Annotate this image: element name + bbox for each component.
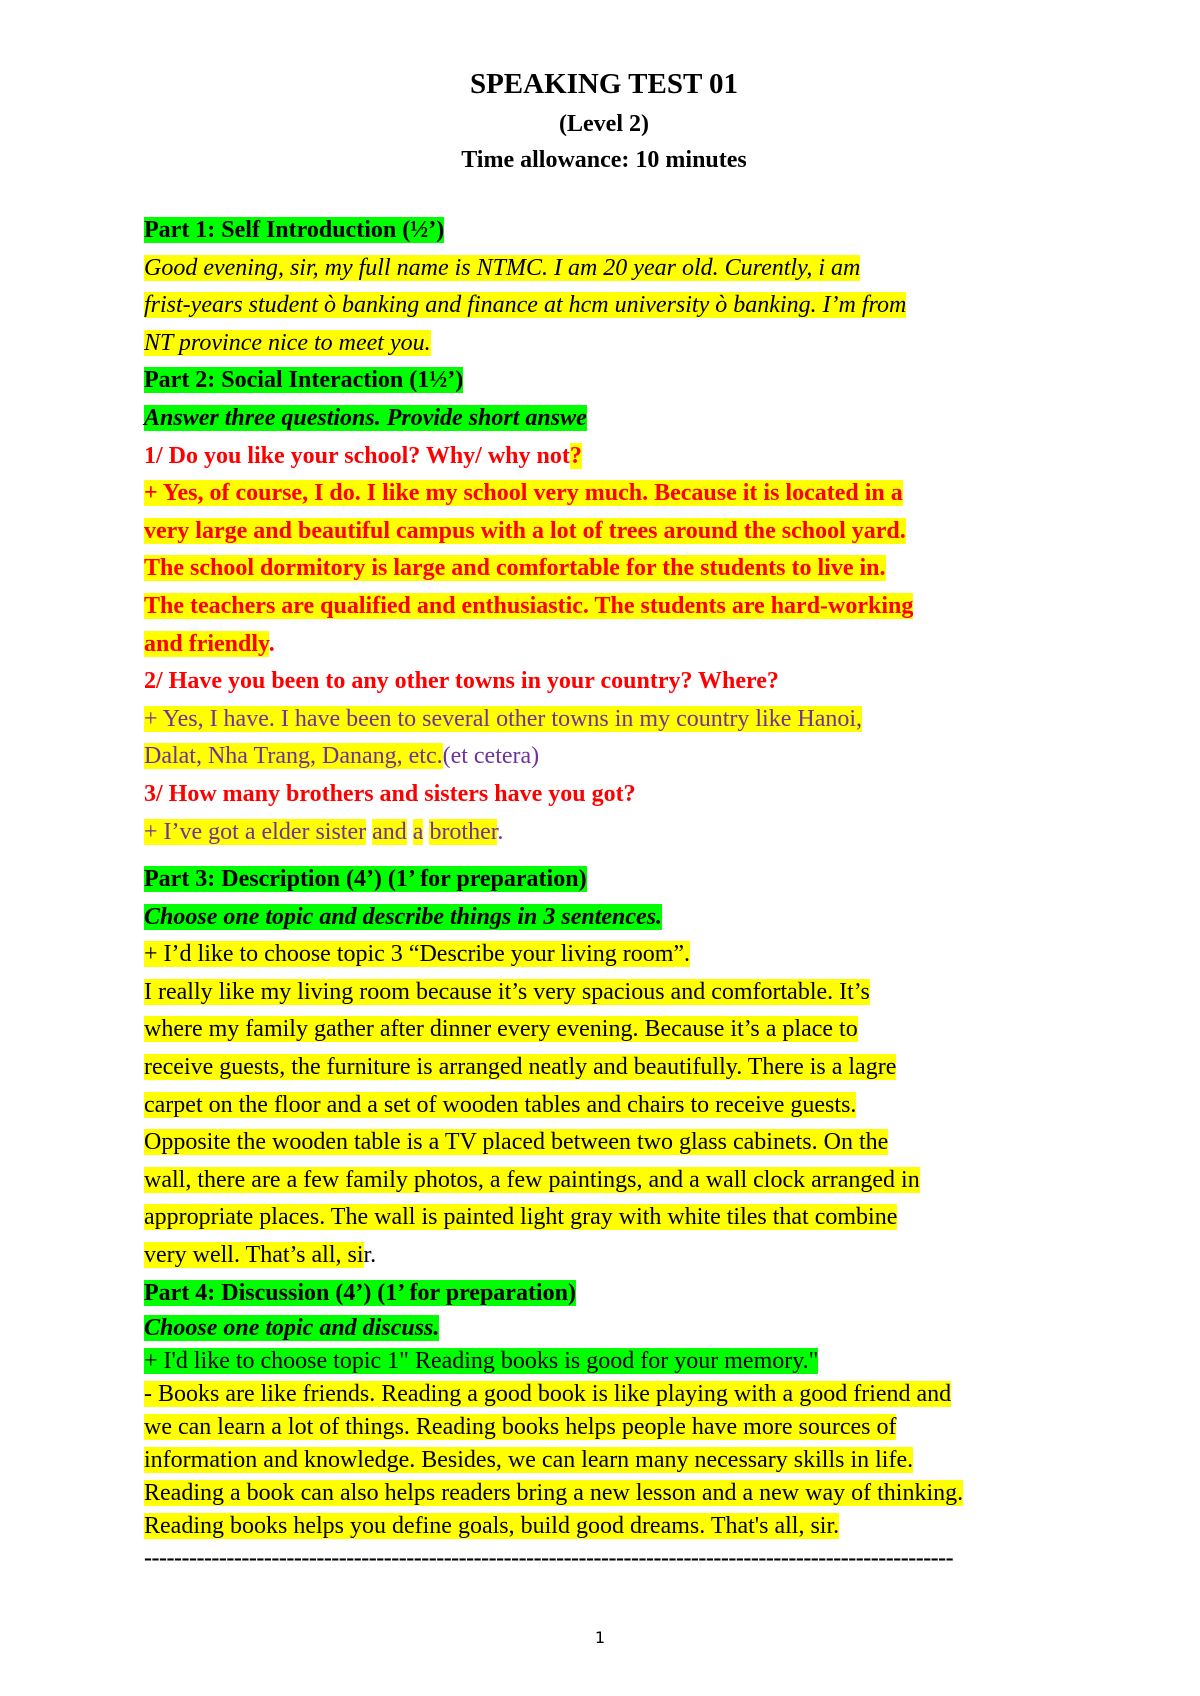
part1-line [144,287,1064,325]
answer-1-text: The teachers are qualified and enthusiastic. The students are hard-working [144,592,914,619]
part4-text: - Books are like friends. Reading a good book is like playing with a good friend and [144,1381,952,1408]
part3-choice-line [144,936,1064,974]
part1-heading-line [144,212,1064,250]
answer-1-period: . [268,630,275,657]
answer-1-line [144,475,1064,513]
part3-instruction-line [144,899,1064,937]
part3-text-end: r. [363,1242,377,1269]
part3-line [144,1087,1064,1125]
part3-text: I really like my living room because it’s very spacious and comfortable. It’s [144,978,870,1005]
part2-heading-line [144,362,1064,400]
answer-2-line [144,701,1064,739]
question-2 [144,663,1064,701]
answer-1-line [144,513,1064,551]
part3-text: where my family gather after dinner every evening. Because it’s a place to [144,1016,858,1043]
part3-line [144,1011,1064,1049]
part4-heading: Part 4: Discussion (4’) (1’ for preparation) [144,1279,576,1306]
part4-line [144,1444,1064,1477]
part4-text: Reading books helps you define goals, build good dreams. That's all, sir. [144,1513,840,1540]
question-1-mark: ? [569,442,582,469]
part2-instruction: Answer three questions. Provide short answe [144,404,587,431]
part1-text: NT province nice to meet you. [144,329,431,356]
part4-text: Reading a book can also helps readers bring a new lesson and a new way of thinking. [144,1480,964,1507]
answer-3-period: . [497,818,504,845]
spacer [144,851,1064,861]
part3-heading-line [144,861,1064,899]
answer-1-text: The school dormitory is large and comfortable for the students to live in. [144,555,886,582]
part4-line [144,1378,1064,1411]
part3-line [144,1049,1064,1087]
divider: ------------------------------------------------------------------------------------------------------------ [144,1545,954,1572]
answer-1-text: and friendly [144,630,269,657]
question-1 [144,438,1064,476]
document-body [144,62,1064,1573]
part4-text: information and knowledge. Besides, we can learn many necessary skills in life. [144,1447,914,1474]
question-1-text: 1/ Do you like your school? Why/ why not [144,442,570,469]
answer-3-line [144,814,1064,852]
answer-1-line [144,626,1064,664]
part3-line [144,1199,1064,1237]
question-3 [144,776,1064,814]
part3-line [144,1237,1064,1275]
part2-heading: Part 2: Social Interaction (1½’) [144,367,464,394]
part4-line [144,1477,1064,1510]
page-number: 1 [594,1628,606,1647]
part3-text: receive guests, the furniture is arranged neatly and beautifully. There is a lagre [144,1054,897,1081]
part1-text: Good evening, sir, my full name is NTMC. I am 20 year old. Curently, i am [144,254,861,281]
part3-heading: Part 3: Description (4’) (1’ for preparation) [144,866,587,893]
part4-choice-line [144,1345,1064,1378]
part3-choice: + I’d like to choose topic 3 “Describe your living room”. [144,941,691,968]
time-allowance: Time allowance: 10 minutes [461,147,747,173]
answer-2-note: (et cetera) [442,743,540,770]
part3-line [144,1162,1064,1200]
part4-line [144,1411,1064,1444]
answer-2-text: + Yes, I have. I have been to several other towns in my country like Hanoi, [144,705,863,732]
answer-3-brother: brother [429,818,498,845]
part1-heading: Part 1: Self Introduction (½’) [144,217,445,243]
answer-1-text: + Yes, of course, I do. I like my school very much. Because it is located in a [144,480,903,507]
answer-1-line [144,550,1064,588]
page-title: SPEAKING TEST 01 [469,68,739,100]
answer-1-line [144,588,1064,626]
part4-line [144,1510,1064,1543]
spacer [144,178,1064,212]
part4-instruction: Choose one topic and discuss. [144,1315,440,1342]
part3-text: Opposite the wooden table is a TV placed between two glass cabinets. On the [144,1129,889,1156]
part4-instruction-line [144,1312,1064,1345]
answer-3-text: + I’ve got a elder sister [144,818,367,845]
part4-text: we can learn a lot of things. Reading books helps people have more sources of [144,1414,897,1441]
part1-line [144,250,1064,288]
answer-2-text: Dalat, Nha Trang, Danang, etc. [144,743,443,770]
part1-text: frist-years student ò banking and finance at hcm university ò banking. I’m from [144,292,907,319]
part1-line [144,325,1064,363]
answer-2-line [144,738,1064,776]
part3-text: wall, there are a few family photos, a few paintings, and a wall clock arranged in [144,1166,920,1193]
part4-choice: + I'd like to choose topic 1" Reading books is good for your memory." [144,1348,819,1375]
answer-1-text: very large and beautiful campus with a lot of trees around the school yard. [144,517,906,544]
level-label: (Level 2) [559,111,649,137]
part3-text: appropriate places. The wall is painted light gray with white tiles that combine [144,1204,898,1231]
part3-line [144,974,1064,1012]
answer-3-and: and [372,818,407,845]
question-2-text: 2/ Have you been to any other towns in your country? Where? [144,668,779,695]
question-3-text: 3/ How many brothers and sisters have you got? [144,780,636,807]
part3-text: very well. That’s all, si [144,1242,364,1269]
part3-instruction: Choose one topic and describe things in 3 sentences. [144,903,663,930]
part3-line [144,1124,1064,1162]
answer-3-a: a [412,818,424,845]
part2-instruction-line [144,400,1064,438]
part4-heading-line [144,1275,1064,1313]
part3-text: carpet on the floor and a set of wooden tables and chairs to receive guests. [144,1091,857,1118]
